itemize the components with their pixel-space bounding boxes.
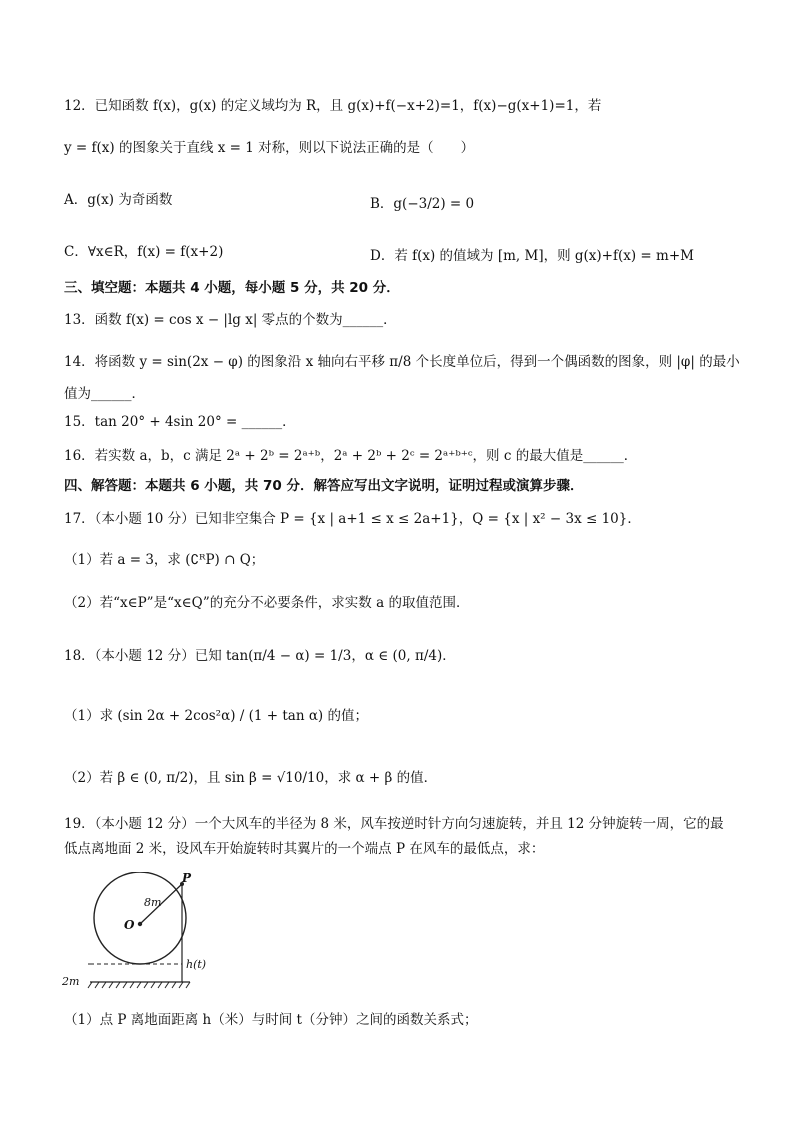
label-ground: 2m bbox=[62, 975, 80, 988]
windmill-figure bbox=[60, 872, 210, 998]
label-height: h(t) bbox=[186, 958, 207, 971]
q14-line1: 14．将函数 y = sin(2x − φ) 的图象沿 x 轴向右平移 π/8 个长度单位后，得到一个偶函数的图象，则 |φ| 的最小 bbox=[64, 354, 740, 370]
q18-stem: 18．（本小题 12 分）已知 tan(π/4 − α) = 1/3，α ∈ (0, π/4)． bbox=[64, 648, 456, 664]
center-point bbox=[138, 922, 142, 926]
q12-line2: y = f(x) 的图象关于直线 x = 1 对称，则以下说法正确的是（ ） bbox=[64, 140, 475, 156]
q17-part2: （2）若“x∈P”是“x∈Q”的充分不必要条件，求实数 a 的取值范围． bbox=[64, 595, 470, 611]
label-p: P bbox=[182, 872, 192, 885]
q12-option-c: C．∀x∈R，f(x) = f(x+2) bbox=[64, 244, 224, 260]
q19-part1: （1）点 P 离地面距离 h（米）与时间 t（分钟）之间的函数关系式； bbox=[64, 1012, 478, 1028]
q14-line2: 值为______． bbox=[64, 386, 145, 402]
q13: 13．函数 f(x) = cos x − |lg x| 零点的个数为______． bbox=[64, 312, 397, 328]
q18-part2: （2）若 β ∈ (0, π/2)，且 sin β = √10/10，求 α + β 的值． bbox=[64, 770, 438, 786]
q18-part1: （1）求 (sin 2α + 2cos²α) / (1 + tan α) 的值； bbox=[64, 708, 368, 724]
section4-heading: 四、解答题：本题共 6 小题，共 70 分．解答应写出文字说明，证明过程或演算步骤． bbox=[64, 478, 584, 494]
q19-line2: 低点离地面 2 米，设风车开始旋转时其翼片的一个端点 P 在风车的最低点，求： bbox=[64, 841, 545, 857]
q12-option-b: B．g(−3/2) = 0 bbox=[370, 196, 475, 212]
q19-line1: 19．（本小题 12 分）一个大风车的半径为 8 米，风车按逆时针方向匀速旋转，并且 12 分钟旋转一周，它的最 bbox=[64, 816, 724, 832]
q12-option-a: A．g(x) 为奇函数 bbox=[64, 192, 173, 208]
section3-heading: 三、填空题：本题共 4 小题，每小题 5 分，共 20 分． bbox=[64, 280, 400, 296]
q12-line1: 12．已知函数 f(x)，g(x) 的定义域均为 R，且 g(x)+f(−x+2)=1，f(x)−g(x+1)=1，若 bbox=[64, 98, 602, 114]
q17-stem: 17．（本小题 10 分）已知非空集合 P = {x | a+1 ≤ x ≤ 2a+1}，Q = {x | x² − 3x ≤ 10}． bbox=[64, 511, 641, 527]
label-o: O bbox=[124, 918, 135, 932]
q17-part1: （1）若 a = 3，求 (∁ᴿP) ∩ Q； bbox=[64, 552, 265, 568]
q16: 16．若实数 a，b，c 满足 2ᵃ + 2ᵇ = 2ᵃ⁺ᵇ，2ᵃ + 2ᵇ + 2ᶜ = 2ᵃ⁺ᵇ⁺ᶜ，则 c 的最大值是______． bbox=[64, 448, 638, 464]
windmill-circle bbox=[94, 872, 186, 964]
ground-hatching bbox=[88, 982, 190, 988]
q12-option-d: D．若 f(x) 的值域为 [m, M]，则 g(x)+f(x) = m+M bbox=[370, 248, 694, 264]
q15: 15．tan 20° + 4sin 20° = ______． bbox=[64, 414, 296, 430]
label-radius: 8m bbox=[144, 896, 162, 909]
